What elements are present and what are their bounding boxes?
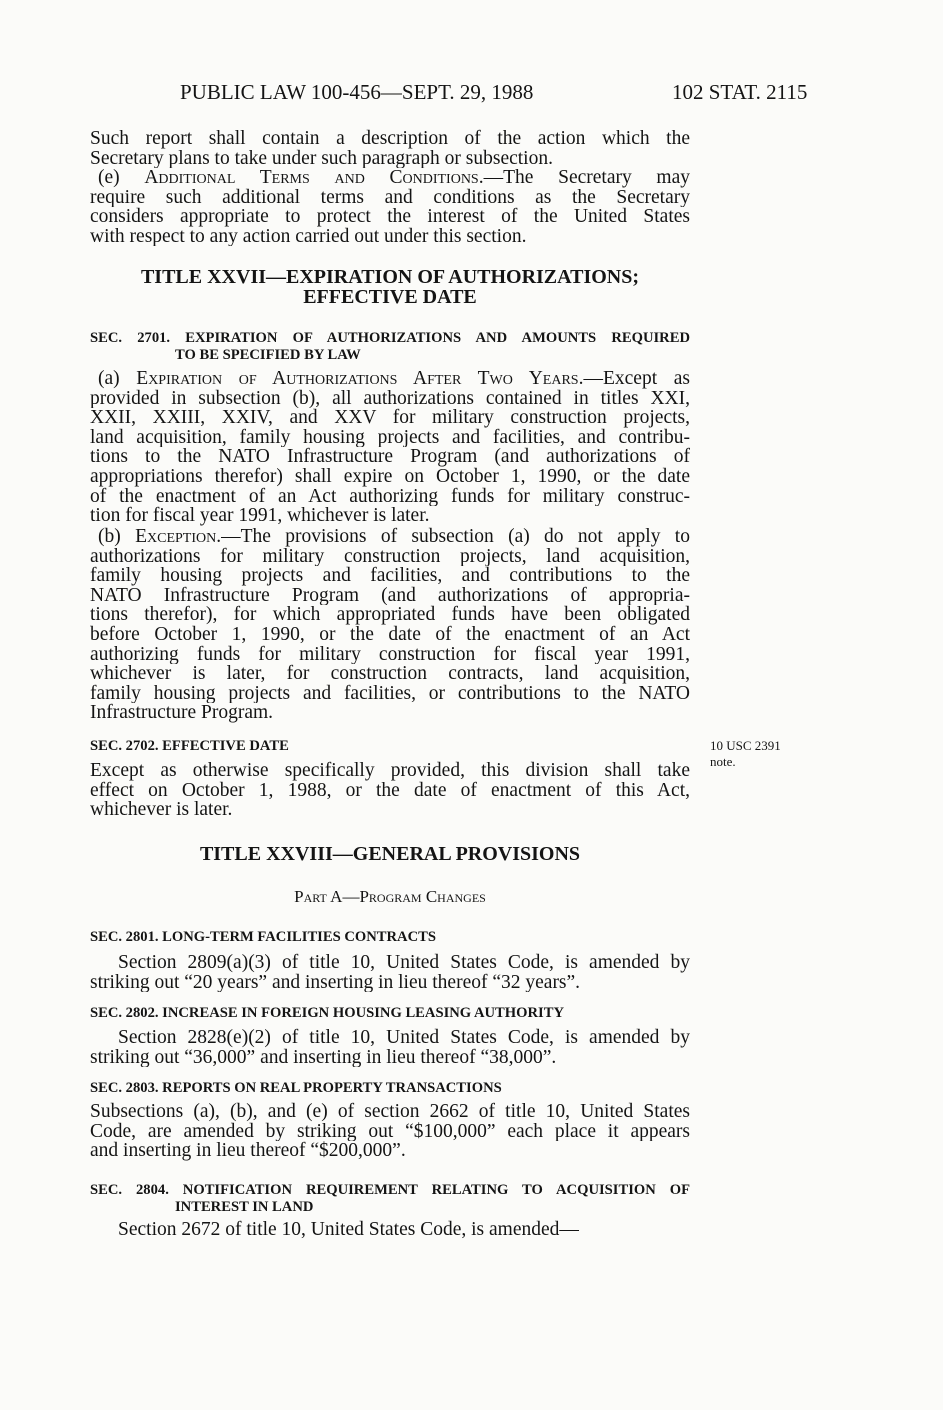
text-segment: —The provisions of subsection (a) do not apply to <box>221 527 690 547</box>
text-line: XXII, XXIII, XXIV, and XXV for military construction projects, <box>90 408 690 428</box>
margin-note-suffix: note. <box>710 754 736 769</box>
page-number: 102 STAT. 2115 <box>672 80 808 104</box>
text-line: provided in subsection (b), all authorizations contained in titles XXI, <box>90 388 690 409</box>
text-line: Part A—Program Changes <box>294 887 486 906</box>
text-line: family housing projects and facilities, or contributions to the NATO <box>90 683 690 704</box>
text-line: authorizing funds for military construction for fiscal year 1991, <box>90 644 690 665</box>
text-line: tions therefor), for which appropriated funds have been obligated <box>90 605 690 625</box>
sec-2804-heading <box>90 1182 690 1216</box>
text-line: of the enactment of an Act authorizing funds for military construc- <box>90 486 690 507</box>
text-segment: (e) <box>98 168 145 188</box>
subsection-heading: Exception. <box>135 527 222 547</box>
text-line: Section 2828(e)(2) of title 10, United States Code, is amended by <box>118 1028 690 1048</box>
part-a <box>90 887 690 907</box>
text-line: with respect to any action carried out under this section. <box>90 226 527 247</box>
text-line: Such report shall contain a description of the action which the <box>90 129 690 149</box>
text-line: family housing projects and facilities, and contributions to the <box>90 566 690 586</box>
text-line <box>90 168 690 188</box>
text-segment: —The Secretary may <box>483 168 690 188</box>
text-line <box>90 369 690 389</box>
text-line: SEC. 2701. EXPIRATION OF AUTHORIZATIONS AND AMOUNTS REQUIRED <box>90 330 690 346</box>
paragraph-2801 <box>90 953 690 992</box>
sec-2701-heading <box>90 330 690 364</box>
text-line: require such additional terms and conditions as the Secretary <box>90 187 690 208</box>
text-line: TITLE XXVIII—GENERAL PROVISIONS <box>199 843 581 865</box>
title-xxviii <box>90 845 690 865</box>
text-line: SEC. 2802. INCREASE IN FOREIGN HOUSING LEASING AUTHORITY <box>90 1005 564 1021</box>
text-line: striking out “36,000” and inserting in lieu thereof “38,000”. <box>90 1047 557 1068</box>
margin-note-citation: 10 USC 2391 <box>710 738 781 753</box>
text-line: SEC. 2804. NOTIFICATION REQUIREMENT RELATING TO ACQUISITION OF <box>90 1182 690 1198</box>
text-line: effect on October 1, 1988, or the date of enactment of this Act, <box>90 780 690 801</box>
text-line: and inserting in lieu thereof “$200,000”. <box>90 1141 406 1161</box>
sec-2702-heading <box>90 738 690 755</box>
subsection-heading: Additional Terms and Conditions. <box>144 168 484 188</box>
text-line: whichever is later, for construction contracts, land acquisition, <box>90 664 690 684</box>
text-line: Section 2672 of title 10, United States Code, is amended— <box>118 1219 579 1240</box>
text-line: Infrastructure Program. <box>90 703 274 723</box>
paragraph-report <box>90 129 690 168</box>
text-line: NATO Infrastructure Program (and authorizations of appropria- <box>90 585 690 606</box>
paragraph-2702 <box>90 761 690 820</box>
paragraph-2803 <box>90 1102 690 1161</box>
text-line: EFFECTIVE DATE <box>303 285 477 308</box>
sec-2802-heading <box>90 1005 690 1022</box>
text-line: Except as otherwise specifically provided, this division shall take <box>90 761 690 781</box>
text-line <box>90 527 690 547</box>
paragraph-b <box>90 527 690 723</box>
subsection-heading: Expiration of Authorizations After Two Years. <box>136 369 584 389</box>
text-line: tion for fiscal year 1991, whichever is later. <box>90 506 430 526</box>
text-line: TITLE XXVII—EXPIRATION OF AUTHORIZATIONS; <box>140 266 640 288</box>
text-line: Section 2809(a)(3) of title 10, United States Code, is amended by <box>118 953 690 973</box>
text-line: whichever is later. <box>90 800 233 820</box>
text-line: authorizations for military construction projects, land acquisition, <box>90 546 690 567</box>
paragraph-e <box>90 168 690 246</box>
title-xxvii <box>90 268 690 307</box>
text-line: SEC. 2801. LONG-TERM FACILITIES CONTRACTS <box>90 929 436 945</box>
text-line: land acquisition, family housing projects and facilities, and contribu- <box>90 427 690 448</box>
paragraph-2804 <box>90 1220 690 1240</box>
text-line: Subsections (a), (b), and (e) of section 2662 of title 10, United States <box>90 1102 690 1122</box>
text-line: striking out “20 years” and inserting in lieu thereof “32 years”. <box>90 972 581 993</box>
text-line: appropriations therefor) shall expire on October 1, 1990, or the date <box>90 466 690 487</box>
text-line: tions to the NATO Infrastructure Program (and authorizations of <box>90 447 690 467</box>
text-line: Code, are amended by striking out “$100,000” each place it appears <box>90 1121 690 1142</box>
sec-2801-heading <box>90 929 690 946</box>
paragraph-a <box>90 369 690 526</box>
text-segment: —Except as <box>583 369 690 389</box>
text-line: Secretary plans to take under such paragraph or subsection. <box>90 148 553 169</box>
text-line: SEC. 2803. REPORTS ON REAL PROPERTY TRANSACTIONS <box>90 1080 502 1096</box>
text-line: TO BE SPECIFIED BY LAW <box>175 347 361 363</box>
paragraph-2802 <box>90 1028 690 1067</box>
text-line: SEC. 2702. EFFECTIVE DATE <box>90 738 289 754</box>
text-line: considers appropriate to protect the interest of the United States <box>90 207 690 227</box>
sec-2803-heading <box>90 1080 690 1097</box>
text-segment: (b) <box>98 527 136 547</box>
text-line: INTEREST IN LAND <box>175 1199 314 1215</box>
text-segment: (a) <box>98 369 137 389</box>
running-title: PUBLIC LAW 100-456—SEPT. 29, 1988 <box>180 80 534 104</box>
text-line: before October 1, 1990, or the date of the enactment of an Act <box>90 624 690 645</box>
